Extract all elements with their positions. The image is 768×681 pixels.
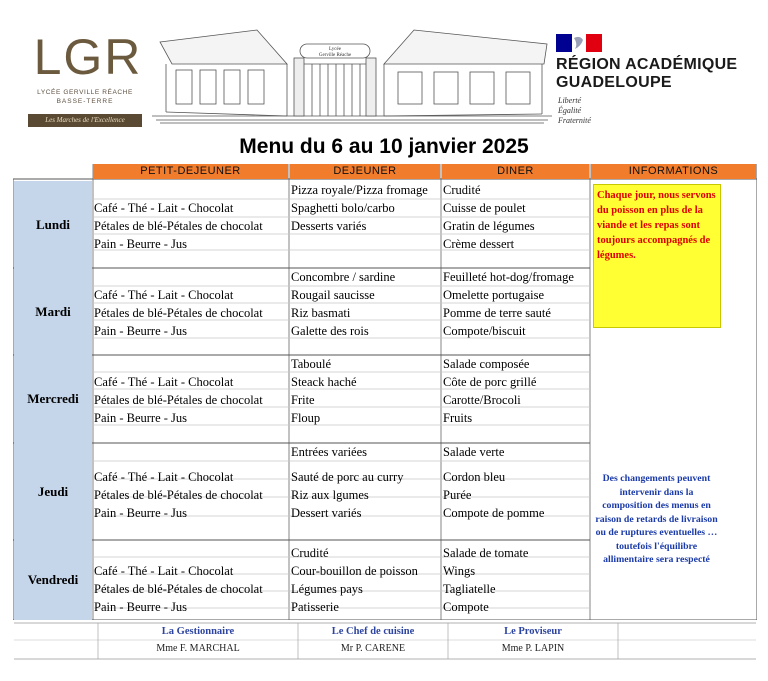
dinner-item: Purée: [443, 488, 472, 502]
lunch-item: Rougail saucisse: [291, 288, 375, 302]
breakfast-item: Pain - Beurre - Jus: [94, 600, 188, 614]
signature-name-proviseur: Mme P. LAPIN: [501, 643, 565, 654]
breakfast-item: Café - Thé - Lait - Chocolat: [94, 201, 234, 215]
school-logo: [26, 30, 150, 130]
lunch-item: Floup: [291, 411, 321, 425]
dinner-item: Côte de porc grillé: [443, 375, 537, 389]
region-name-line1: RÉGION ACADÉMIQUE: [556, 56, 738, 73]
dinner-item: Compote de pomme: [443, 506, 545, 520]
dinner-item: Compote/biscuit: [443, 324, 526, 338]
school-logo-letters: LGR: [33, 29, 143, 85]
info-box-changes: [594, 472, 719, 596]
header-breakfast: PETIT-DEJEUNER: [93, 164, 288, 179]
breakfast-item: Pain - Beurre - Jus: [94, 237, 188, 251]
breakfast-item: Pain - Beurre - Jus: [94, 324, 188, 338]
lunch-item: Cour-bouillon de poisson: [291, 564, 418, 578]
motto-egalite: Égalité: [558, 106, 582, 115]
lunch-item: Entrées variées: [291, 445, 368, 459]
breakfast-item: Pétales de blé-Pétales de chocolat: [94, 582, 263, 596]
lunch-item: Galette des rois: [291, 324, 369, 338]
day-label: Vendredi: [14, 540, 92, 620]
breakfast-item: Café - Thé - Lait - Chocolat: [94, 470, 234, 484]
dinner-item: Pomme de terre sauté: [443, 306, 551, 320]
lunch-item: Steack haché: [291, 375, 357, 389]
school-building-drawing: [152, 24, 552, 124]
school-slogan: Les Marches de l'Excellence: [28, 114, 142, 127]
dinner-item: Tagliatelle: [443, 582, 496, 596]
header-lunch: DEJEUNER: [290, 164, 440, 179]
lunch-item: Frite: [291, 393, 315, 407]
motto-fraternite: Fraternité: [558, 116, 591, 125]
lunch-item: Patisserie: [291, 600, 339, 614]
signature-name-gestionnaire: Mme F. MARCHAL: [156, 643, 240, 654]
breakfast-item: Café - Thé - Lait - Chocolat: [94, 564, 234, 578]
dinner-item: Wings: [443, 564, 476, 578]
day-label: Lundi: [14, 181, 92, 268]
lunch-item: Riz aux lgumes: [291, 488, 369, 502]
lunch-item: Riz basmati: [291, 306, 351, 320]
info-text-changes: Des changements peuvent intervenir dans la composition des menus en raison de retards de livraison ou de ruptures eventuelles … toutefois l'équilibre allimentaire sera respecté: [595, 473, 718, 565]
day-label: Mercredi: [14, 355, 92, 443]
breakfast-item: Pain - Beurre - Jus: [94, 411, 188, 425]
motto-liberte: Liberté: [558, 96, 582, 105]
dinner-item: Crème dessert: [443, 237, 515, 251]
page-title: Menu du 6 au 10 janvier 2025: [239, 135, 529, 158]
info-box-fish: [593, 184, 721, 328]
building-sign-line2: Gerville Réache: [318, 53, 352, 58]
dinner-item: Cordon bleu: [443, 470, 506, 484]
region-logo: [556, 34, 761, 130]
lunch-item: Sauté de porc au curry: [291, 470, 404, 484]
lunch-item: Crudité: [291, 546, 329, 560]
marianne-flag-icon: [556, 34, 602, 52]
dinner-item: Salade verte: [443, 445, 505, 459]
breakfast-item: Pétales de blé-Pétales de chocolat: [94, 219, 263, 233]
signature-title-chef: Le Chef de cuisine: [331, 626, 415, 637]
day-label: Jeudi: [14, 443, 92, 540]
dinner-item: Compote: [443, 600, 489, 614]
signature-title-gestionnaire: La Gestionnaire: [161, 626, 235, 637]
dinner-item: Salade composée: [443, 357, 530, 371]
breakfast-item: Pain - Beurre - Jus: [94, 506, 188, 520]
lunch-item: Pizza royale/Pizza fromage: [291, 183, 428, 197]
lunch-item: Taboulé: [291, 357, 332, 371]
breakfast-item: Café - Thé - Lait - Chocolat: [94, 288, 234, 302]
dinner-item: Omelette portugaise: [443, 288, 545, 302]
dinner-item: Fruits: [443, 411, 473, 425]
lunch-item: Spaghetti bolo/carbo: [291, 201, 395, 215]
school-name: LYCÉE GERVILLE RÉACHE: [37, 89, 133, 96]
signature-title-proviseur: Le Proviseur: [504, 626, 562, 637]
breakfast-item: Café - Thé - Lait - Chocolat: [94, 375, 234, 389]
breakfast-item: Pétales de blé-Pétales de chocolat: [94, 306, 263, 320]
header-info: INFORMATIONS: [591, 164, 756, 179]
building-sign-line1: Lycée: [329, 47, 341, 52]
dinner-item: Carotte/Brocoli: [443, 393, 521, 407]
lunch-item: Dessert variés: [291, 506, 362, 520]
dinner-item: Salade de tomate: [443, 546, 529, 560]
region-name-line2: GUADELOUPE: [556, 74, 672, 91]
breakfast-item: Pétales de blé-Pétales de chocolat: [94, 488, 263, 502]
day-label: Mardi: [14, 268, 92, 355]
lunch-item: Concombre / sardine: [291, 270, 396, 284]
info-text-fish: Chaque jour, nous servons du poisson en plus de la viande et les repas sont toujours accompagnés de légumes.: [597, 190, 716, 261]
dinner-item: Gratin de légumes: [443, 219, 535, 233]
school-city: BASSE-TERRE: [56, 98, 114, 105]
dinner-item: Feuilleté hot-dog/fromage: [443, 270, 574, 284]
breakfast-item: Pétales de blé-Pétales de chocolat: [94, 393, 263, 407]
lunch-item: Desserts variés: [291, 219, 367, 233]
header-dinner: DINER: [442, 164, 589, 179]
signature-name-chef: Mr P. CARENE: [340, 643, 406, 654]
dinner-item: Crudité: [443, 183, 481, 197]
dinner-item: Cuisse de poulet: [443, 201, 526, 215]
lunch-item: Légumes pays: [291, 582, 363, 596]
